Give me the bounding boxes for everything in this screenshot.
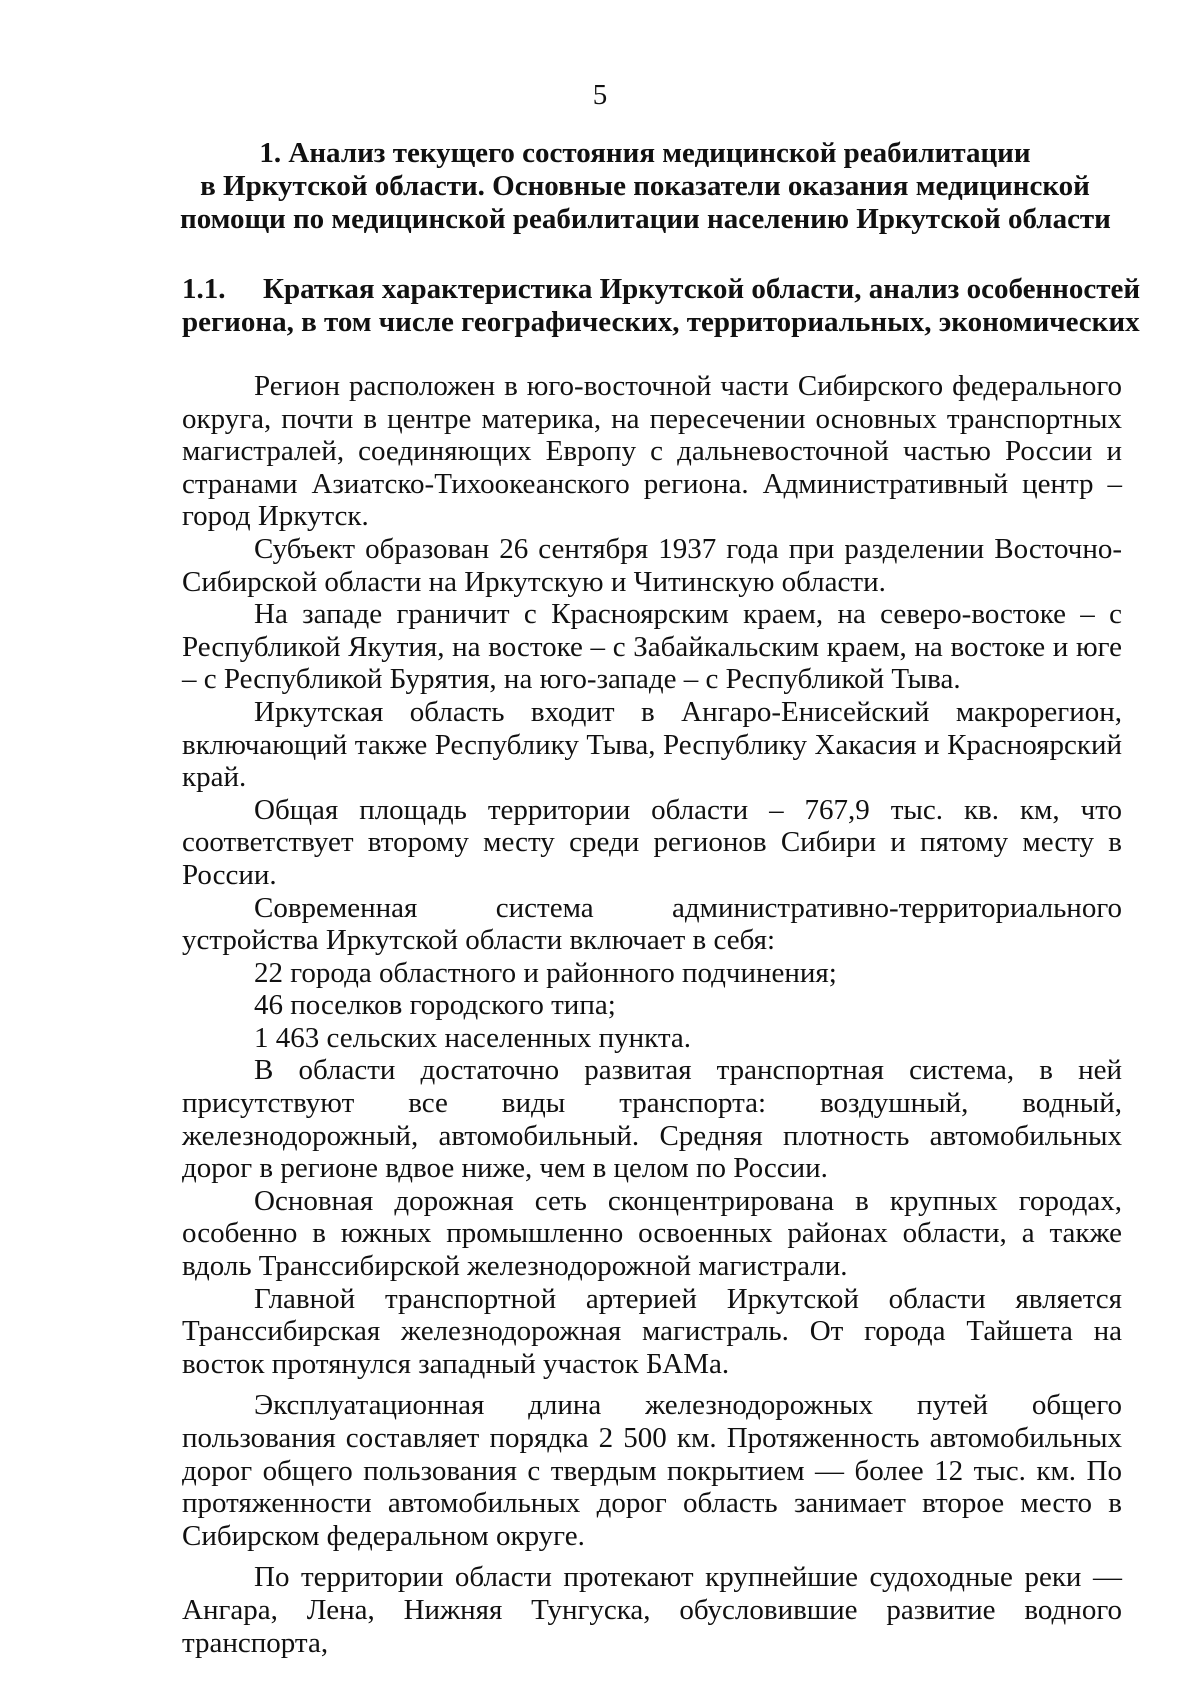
section-heading bbox=[180, 137, 1110, 236]
subsection-title-part: Краткая характеристика Иркутской области, анализ особенностей bbox=[263, 273, 1141, 305]
body-text bbox=[182, 370, 1122, 1659]
paragraph: Эксплуатационная длина железнодорожных путей общего пользования составляет порядка 2 500 км. Протяженность автомобильных дорог общего пользования с твердым покрытием — более 12 тыс. км. По протяженности автомобильных дорог область занимает второе место в Сибирском федеральном округе. bbox=[182, 1389, 1122, 1552]
list-item: 1 463 сельских населенных пункта. bbox=[254, 1021, 692, 1054]
paragraph: Современная система административно-территориального устройства Иркутской области включает в себя: bbox=[182, 891, 1122, 957]
page-number: 5 bbox=[592, 79, 608, 111]
paragraph: Общая площадь территории области – 767,9 тыс. кв. км, что соответствует второму месту среди регионов Сибири и пятому месту в России. bbox=[182, 793, 1122, 891]
paragraph: Иркутская область входит в Ангаро-Енисейский макрорегион, включающий также Республику Тыва, Республику Хакасия и Красноярский край. bbox=[182, 695, 1122, 794]
list-item: 46 поселков городского типа; bbox=[254, 989, 616, 1022]
section-heading-line: в Иркутской области. Основные показатели оказания медицинской bbox=[200, 170, 1090, 202]
paragraph: Основная дорожная сеть сконцентрирована в крупных городах, особенно в южных промышленно освоенных районах области, а также вдоль Транссибирской железнодорожной магистрали. bbox=[182, 1184, 1122, 1283]
paragraph: Субъект образован 26 сентября 1937 года при разделении Восточно-Сибирской области на Иркутскую и Читинскую области. bbox=[182, 532, 1122, 598]
subsection-number: 1.1. bbox=[182, 273, 226, 305]
section-heading-line: 1. Анализ текущего состояния медицинской реабилитации bbox=[259, 137, 1031, 169]
subsection-heading-line: региона, в том числе географических, территориальных, экономических bbox=[182, 306, 1140, 338]
paragraph: В области достаточно развитая транспортная система, в ней присутствуют все виды транспорта: воздушный, водный, железнодорожный, автомобильный. Средняя плотность автомобильных дорог в регионе вдвое ниже, чем в целом по России. bbox=[182, 1054, 1122, 1185]
paragraph: Регион расположен в юго-восточной части Сибирского федерального округа, почти в центре материка, на пересечении основных транспортных магистралей, соединяющих Европу с дальневосточной частью России и странами Азиатско-Тихоокеанского региона. Административный центр – город Иркутск. bbox=[182, 370, 1122, 533]
paragraph: На западе граничит с Красноярским краем, на северо-востоке – с Республикой Якутия, на востоке – с Забайкальским краем, на востоке и юге – с Республикой Бурятия, на юго-западе – с Республикой Тыва. bbox=[182, 598, 1122, 696]
subsection-heading-line bbox=[182, 273, 1141, 306]
subsection-heading bbox=[182, 273, 1141, 339]
section-heading-line: помощи по медицинской реабилитации населению Иркутской области bbox=[180, 203, 1111, 235]
paragraph: Главной транспортной артерией Иркутской области является Транссибирская железнодорожная магистраль. От города Тайшета на восток протянулся западный участок БАМа. bbox=[182, 1282, 1122, 1380]
list-item: 22 города областного и районного подчинения; bbox=[254, 956, 837, 989]
paragraph: По территории области протекают крупнейшие судоходные реки — Ангара, Лена, Нижняя Тунгуска, обусловившие развитие водного транспорта, bbox=[182, 1561, 1122, 1659]
